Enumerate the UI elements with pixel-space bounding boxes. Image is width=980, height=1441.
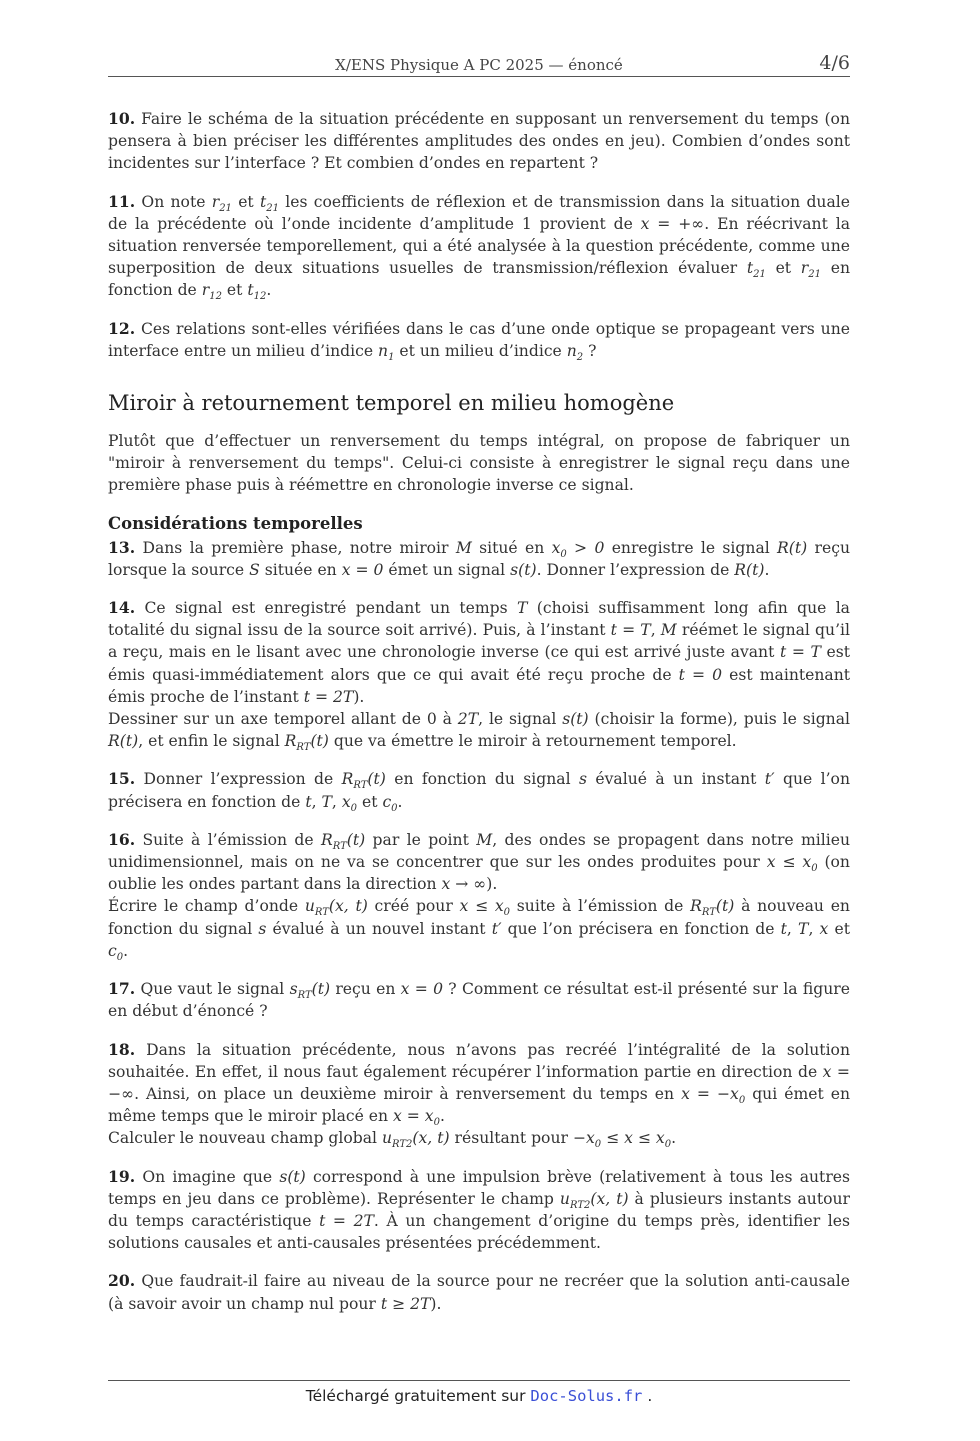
text: à plusieurs instants autour du temps caractéristique — [108, 1189, 850, 1230]
text: Dans la situation précédente, nous n’avons pas recréé l’intégralité de la solution souhaitée. En effet, il nous faut également récupérer l’information partie en direction de — [108, 1040, 850, 1081]
math-x-le-x0: $x \le x_0$ — [766, 853, 818, 875]
text: Dans la première phase, notre miroir — [142, 538, 456, 557]
text: est maintenant émis proche de l’instant — [108, 665, 851, 706]
text: que va émettre le miroir à retournement temporel. — [328, 732, 737, 751]
text: . Donner l’expression de — [536, 560, 735, 579]
text: et — [765, 259, 801, 278]
math-t-eq-T: t = T — [779, 643, 821, 662]
text: ? Comment ce résultat est-il présenté sur la figure en début d’énoncé ? — [108, 980, 850, 1021]
text: en fonction du signal — [385, 770, 579, 789]
text: , — [808, 919, 820, 938]
math-t-eq-0: t = 0 — [678, 665, 723, 684]
text: . — [764, 560, 770, 579]
footer-link[interactable]: Doc-Solus.fr — [530, 1387, 643, 1405]
text: . À un changement d’origine du temps près, identifier les solutions causales et anti-causales présentées précédemment. — [108, 1211, 850, 1253]
question-number: 14. — [108, 598, 136, 618]
math-t12: $t_{12}$ — [247, 281, 267, 303]
page-header — [108, 52, 850, 77]
math-u-RT2: $u_{RT2}(x$, t) — [559, 1189, 629, 1211]
footer-text: Téléchargé gratuitement sur — [305, 1387, 531, 1405]
math-x-to-inf: x → ∞ — [441, 875, 487, 894]
question-14 — [108, 597, 850, 752]
text: par le point — [365, 830, 477, 849]
math-t-prime: t′ — [491, 919, 502, 938]
text: Que faudrait-il faire au niveau de la source pour ne recréer que la solution anti-causale (à savoir avoir un champ nul pour — [108, 1272, 850, 1313]
text: Suite à l’émission de — [142, 830, 321, 849]
page-footer — [108, 1387, 850, 1405]
text: enregistre le signal — [604, 538, 778, 557]
math-x0: $x_0$ — [341, 792, 358, 814]
text: réémet le signal qu’il a reçu, mais en le lisant avec une chronologie inverse (ce qui est arrivé juste avant — [108, 621, 850, 662]
question-20 — [108, 1270, 850, 1314]
text: (choisi suffisamment long afin que la totalité du signal issu de la source soit arrivé). Puis, à l’instant — [108, 599, 850, 640]
text: évalué à un nouvel instant — [266, 919, 492, 938]
math-M: M — [476, 830, 493, 849]
text: Que vaut le signal — [140, 980, 290, 999]
math-x-eq-0: x = 0 — [400, 980, 444, 999]
section-title: Miroir à retournement temporel en milieu homogène — [108, 391, 675, 416]
math-R-RT-t: $R_{RT}(t)$ — [341, 770, 386, 792]
math-M: M — [660, 621, 677, 640]
text: que l’on précisera en fonction de — [501, 919, 781, 938]
math-range: $-x_0 \le x \le x_0$ — [572, 1129, 672, 1151]
math-r21: $r_{21}$ — [211, 192, 232, 214]
math-R-t: R(t) — [108, 732, 139, 751]
text: , et enfin le signal — [138, 732, 285, 751]
text: reçu lorsque la source — [108, 538, 851, 579]
text: et un milieu d’indice — [394, 341, 567, 360]
question-12 — [108, 318, 850, 362]
math-u-RT2: $u_{RT2}(x$, t) — [381, 1129, 450, 1151]
question-number: 18. — [108, 1039, 136, 1059]
math-n1: $n_1$ — [378, 341, 395, 363]
text: que l’on précisera en fonction de — [108, 770, 850, 811]
math-x0-positive: $x_0 > 0$ — [551, 538, 605, 560]
math-T: T — [517, 599, 528, 618]
question-10 — [108, 108, 850, 175]
math-T: T — [321, 792, 332, 811]
text: suite à l’émission de — [510, 897, 691, 916]
text: , — [786, 919, 799, 938]
math-2T: 2T — [457, 710, 479, 729]
text: On note — [141, 192, 212, 211]
question-number: 13. — [108, 537, 136, 557]
math-R-RT-t: $R_{RT}(t)$ — [320, 830, 366, 852]
text: , — [650, 621, 661, 640]
text: , — [311, 792, 322, 811]
text: Calculer le nouveau champ global — [108, 1129, 382, 1148]
text: . — [439, 1107, 445, 1126]
question-number: 17. — [108, 979, 136, 999]
text: située en — [259, 560, 342, 579]
math-s: s — [258, 919, 267, 938]
text: , des ondes se propagent dans notre milieu unidimensionnel, mais on ne va se concentrer que sur les ondes produites pour — [108, 830, 851, 872]
math-t-eq-2T: t = 2T — [319, 1211, 374, 1230]
question-number: 20. — [108, 1271, 136, 1291]
math-x: x — [819, 919, 829, 938]
section-intro: Plutôt que d’effectuer un renversement du temps intégral, on propose de fabriquer un "miroir à renversement du temps". Celui-ci consiste à enregistrer le signal reçu dans une première phase puis à réémettre en chronologie inverse ce signal. — [108, 432, 850, 495]
footer-divider — [108, 1380, 850, 1381]
subsection-title: Considérations temporelles — [108, 513, 363, 533]
math-t-eq-2T: t = 2T — [303, 687, 354, 706]
math-r21: $r_{21}$ — [800, 259, 821, 281]
text: et — [828, 919, 850, 938]
math-R-t: R(t) — [734, 560, 765, 579]
text: émet un signal — [383, 560, 511, 579]
text: ? — [583, 341, 597, 360]
math-t21: $t_{21}$ — [746, 259, 766, 281]
text: . — [671, 1129, 677, 1148]
text: Écrire le champ d’onde — [108, 897, 305, 916]
math-x-plus-inf: x = +∞ — [640, 214, 705, 233]
math-s-t: s(t) — [279, 1167, 306, 1186]
math-t-eq-T: t = T — [610, 621, 651, 640]
text: reçu en — [330, 980, 401, 999]
text: , le signal — [478, 710, 563, 729]
text: résultant pour — [449, 1129, 573, 1148]
math-s: s — [578, 770, 587, 789]
math-t-prime: t′ — [764, 770, 775, 789]
question-16 — [108, 829, 850, 962]
math-s-t: s(t) — [562, 710, 589, 729]
math-t-ge-2T: t ≥ 2T — [380, 1294, 431, 1313]
text: Ce signal est enregistré pendant un temps — [144, 599, 518, 618]
math-c0: $c_0$ — [382, 792, 398, 814]
question-13 — [108, 537, 850, 581]
math-x-le-x0: $x \le x_0$ — [459, 897, 511, 919]
math-x-eq-x0: $x = x_0$ — [393, 1107, 440, 1129]
math-S: S — [249, 560, 260, 579]
text: évalué à un instant — [586, 770, 765, 789]
math-M: M — [455, 538, 472, 557]
text: Dessiner sur un axe temporel allant de 0 à — [108, 710, 458, 729]
text: ). — [430, 1294, 442, 1313]
text: et — [221, 281, 248, 300]
question-number: 15. — [108, 769, 136, 789]
text: (choisir la forme), puis le signal — [588, 710, 851, 729]
math-t: t — [305, 792, 312, 811]
footer-end: . — [642, 1387, 653, 1405]
math-x-eq-0: x = 0 — [341, 560, 384, 579]
text: ). — [486, 875, 498, 894]
question-15 — [108, 768, 850, 812]
text: , — [331, 792, 342, 811]
text: (on oublie les ondes partant dans la direction — [108, 853, 850, 894]
text: . — [123, 941, 129, 960]
text: en fonction de — [108, 259, 850, 300]
question-18 — [108, 1039, 850, 1150]
text: correspond à une impulsion brève (relativement à tous les autres temps en jeu dans ce problème). Représenter le champ — [108, 1167, 851, 1208]
math-x-eq-minus-x0: $x = -x_0$ — [681, 1084, 746, 1107]
math-n2: $n_2$ — [566, 341, 584, 363]
page-number: 4/6 — [819, 52, 850, 74]
math-R-t: R(t) — [777, 538, 808, 557]
question-number: 19. — [108, 1166, 136, 1186]
text: Ces relations sont-elles vérifiées dans le cas d’une onde optique se propageant vers une interface entre un milieu d’indice — [108, 319, 850, 360]
math-s-RT-t: $s_{RT}(t)$ — [289, 980, 331, 1002]
text: à nouveau en fonction du signal — [108, 897, 850, 938]
question-number: 16. — [108, 829, 136, 849]
math-x-minus-inf: x = −∞ — [108, 1062, 850, 1103]
text: . — [397, 792, 403, 811]
text: . Ainsi, on place un deuxième miroir à renversement du temps en — [134, 1084, 682, 1103]
question-19 — [108, 1166, 850, 1255]
text: situé en — [471, 538, 552, 557]
math-r12: $r_{12}$ — [201, 281, 222, 303]
text: et — [231, 192, 260, 211]
text: qui émet en même temps que le miroir placé en — [108, 1084, 851, 1126]
question-text: Faire le schéma de la situation précédente en supposant un renversement du temps (on pensera à bien préciser les différentes amplitudes des ondes en jeu). Combien d’ondes sont incidentes sur l’interface ? Et combien d’ondes en repartent ? — [108, 110, 850, 173]
question-17 — [108, 978, 850, 1022]
question-11 — [108, 191, 850, 302]
text: Donner l’expression de — [143, 770, 342, 789]
text: et — [357, 792, 383, 811]
math-t: t — [780, 919, 787, 938]
math-R-RT-t: $R_{RT}(t)$ — [284, 732, 329, 754]
math-t21: $t_{21}$ — [259, 192, 279, 214]
math-c0: $c_0$ — [108, 941, 124, 963]
document-body — [108, 108, 850, 1331]
header-title: X/ENS Physique A PC 2025 — énoncé — [335, 56, 623, 74]
math-R-RT-t: $R_{RT}(t)$ — [690, 897, 735, 919]
text: . — [266, 281, 272, 300]
question-number: 10. — [108, 109, 136, 128]
text: On imagine que — [142, 1167, 280, 1186]
math-T: T — [798, 919, 809, 938]
text: créé pour — [367, 897, 460, 916]
text: ). — [353, 687, 365, 706]
math-s-t: s(t) — [510, 560, 537, 579]
text: . En réécrivant la situation renversée temporellement, qui a été analysée à la question précédente, comme une superposition de deux situations usuelles de transmission/réflexion évaluer — [108, 214, 850, 278]
math-u-RT: $u_{RT}(x$, t) — [304, 897, 368, 919]
question-number: 12. — [108, 318, 136, 338]
text: les coefficients de réflexion et de transmission dans la situation duale de la précédente où l’onde incidente d’amplitude 1 provient de — [108, 192, 850, 233]
text: est émis quasi-immédiatement alors que ce qui avait été reçu proche de — [108, 643, 850, 684]
question-number: 11. — [108, 191, 136, 211]
